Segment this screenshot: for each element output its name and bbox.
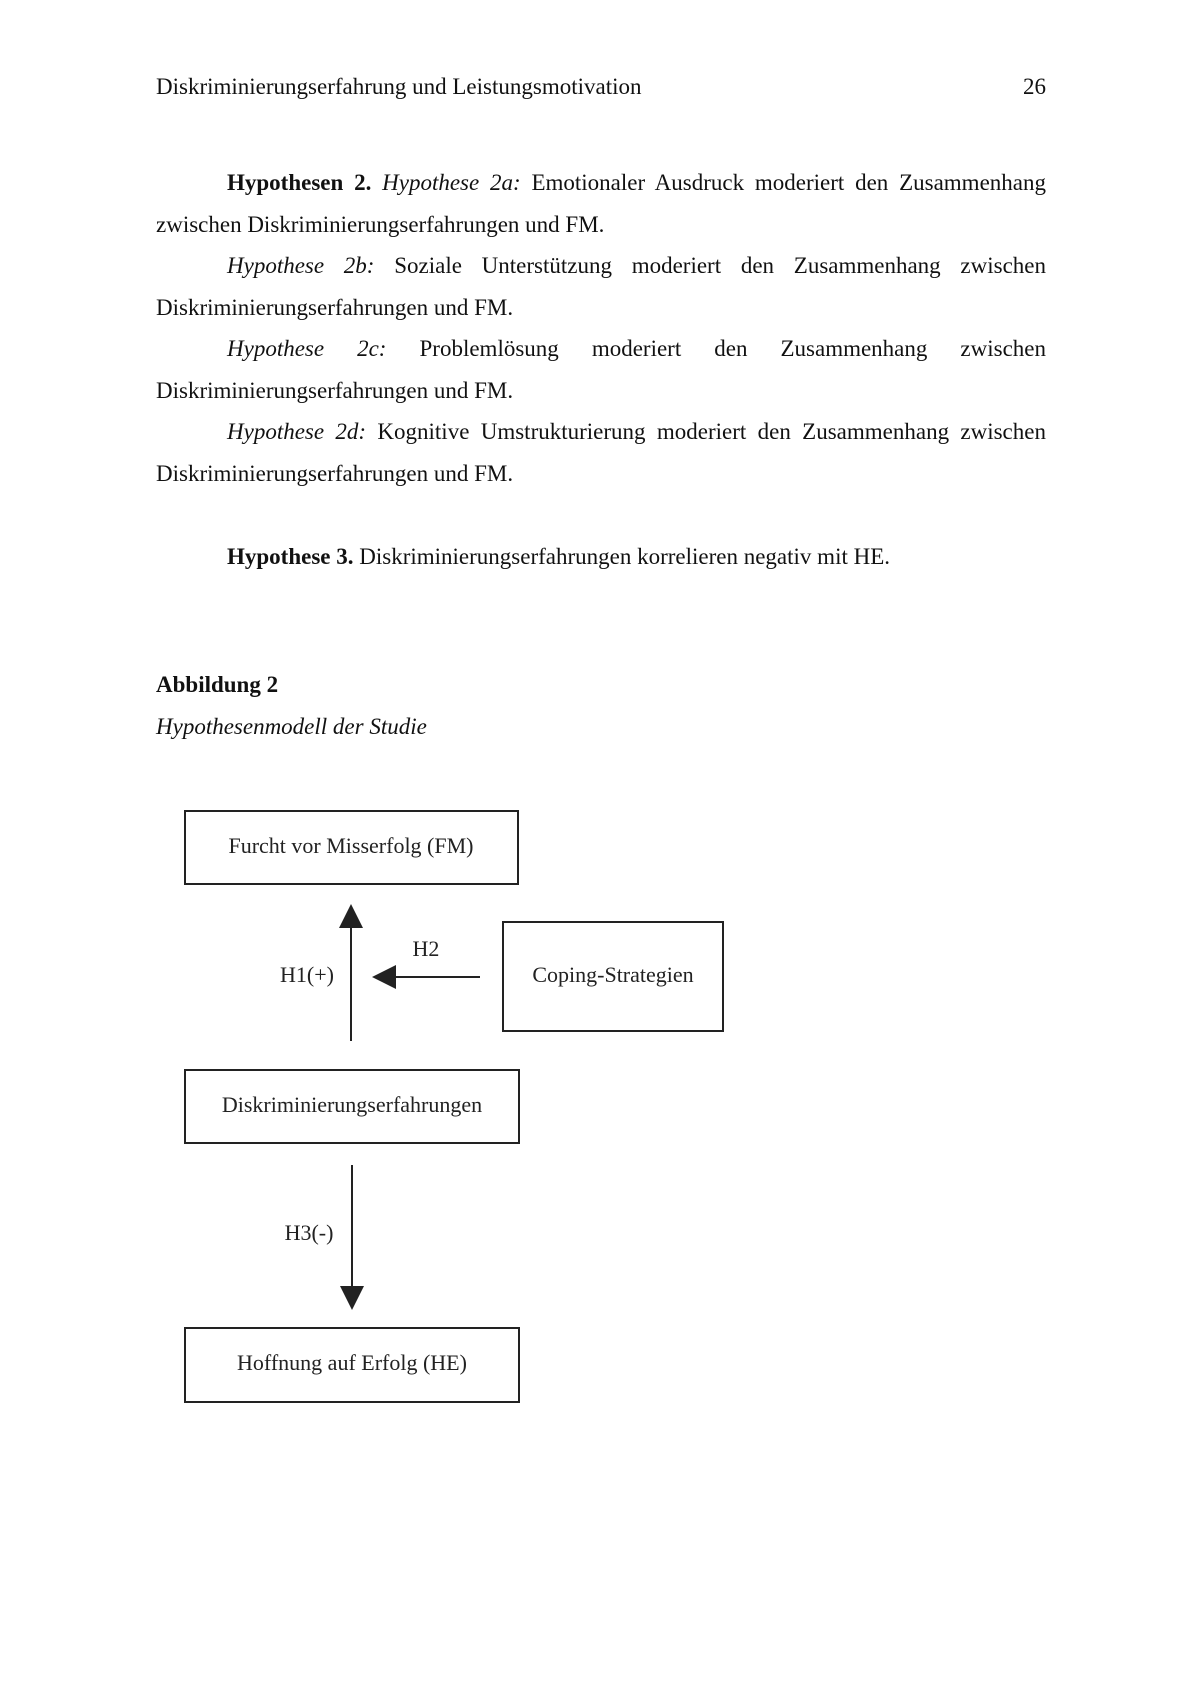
box-fear-of-failure-label: Furcht vor Misserfolg (FM) — [228, 833, 474, 859]
label-h2: H2 — [412, 936, 440, 962]
hypothesis-2c-label: Hypothese 2c: — [227, 336, 387, 361]
figure-title: Hypothesenmodell der Studie — [156, 713, 427, 739]
hypothesis-2d-text: Kognitive Umstrukturierung moderiert den Zusammenhang zwischen Diskriminierungserfahrungen und FM. — [156, 419, 1046, 486]
hypothesis-2a-label: Hypothese 2a: — [382, 170, 521, 195]
hypothesis-2b-text: Soziale Unterstützung moderiert den Zusammenhang zwischen Diskriminierungserfahrungen und FM. — [156, 253, 1046, 320]
figure-number: Abbildung 2 — [156, 672, 279, 697]
box-discrimination-label: Diskriminierungserfahrungen — [221, 1092, 483, 1118]
hypothesis-3-text: Diskriminierungserfahrungen korrelieren negativ mit HE. — [353, 543, 891, 569]
box-hope-of-success-label: Hoffnung auf Erfolg (HE) — [237, 1350, 467, 1376]
arrow-h2-head — [372, 965, 396, 989]
label-h1: H1(+) — [280, 962, 334, 988]
hypothesis-2-heading: Hypothesen 2. — [227, 170, 372, 195]
arrow-h1-head — [339, 904, 363, 928]
box-coping-strategies-label: Coping-Strategien — [532, 962, 694, 988]
arrow-h3-head — [340, 1286, 364, 1310]
hypothesis-2d-label: Hypothese 2d: — [227, 419, 367, 444]
label-h3: H3(-) — [284, 1220, 334, 1246]
hypothesis-2c-text: Problemlösung moderiert den Zusammenhang zwischen Diskriminierungserfahrungen und FM. — [156, 336, 1046, 403]
hypothesis-2b-label: Hypothese 2b: — [227, 253, 375, 278]
page-number: 26 — [1023, 74, 1046, 99]
running-title: Diskriminierungserfahrung und Leistungsmotivation — [156, 74, 642, 99]
hypothesis-2a-text: Emotionaler Ausdruck moderiert den Zusammenhang zwischen Diskriminierungserfahrungen und FM. — [156, 170, 1046, 237]
hypothesis-3-heading: Hypothese 3. — [227, 543, 354, 569]
